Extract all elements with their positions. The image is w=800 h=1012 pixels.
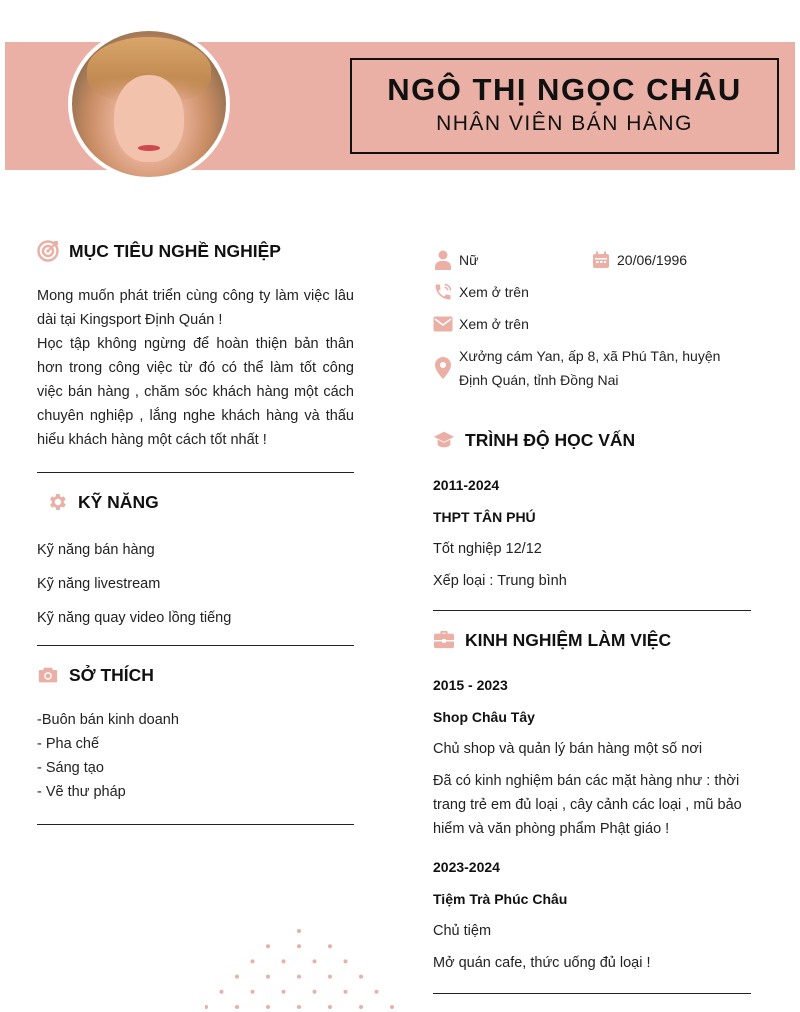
hobby-item: - Sáng tạo [37, 760, 104, 776]
person-icon [433, 250, 453, 270]
phone-value: Xem ở trên [459, 284, 529, 300]
decorative-dot [251, 959, 255, 963]
phone-icon [433, 282, 453, 302]
envelope-icon [433, 314, 453, 334]
skills-heading [37, 489, 354, 515]
phone-row [433, 280, 751, 304]
candidate-name: NGÔ THỊ NGỌC CHÂU [387, 72, 742, 107]
graduation-cap-icon [433, 429, 455, 451]
divider [433, 993, 751, 994]
job-company: Tiệm Trà Phúc Châu [433, 891, 568, 907]
education-entry [433, 469, 751, 597]
decorative-dot [251, 990, 255, 994]
job-description: Mở quán cafe, thức uống đủ loại ! [433, 955, 651, 971]
objective-paragraph: Học tập không ngừng để hoàn thiện bản thân hơn trong công việc từ đó có thể làm tốt công việc bán hàng , chăm sóc khách hàng một cách chuyên nghiệp , lắng nghe khách hàng và thấu hiểu khách hàng một cách tốt nhất ! [37, 336, 354, 448]
decorative-dot [282, 990, 286, 994]
job-position: Chủ shop và quản lý bán hàng một số nơi [433, 741, 703, 757]
decorative-dot [297, 944, 301, 948]
left-column [37, 238, 354, 825]
hobbies-title: SỞ THÍCH [69, 664, 154, 685]
email-row [433, 312, 751, 336]
decorative-dot [313, 959, 317, 963]
job-company: Shop Châu Tây [433, 709, 535, 725]
decorative-dot [344, 990, 348, 994]
decorative-dot [297, 1005, 301, 1009]
education-line: Tốt nghiệp 12/12 [433, 541, 542, 557]
skills-title: KỸ NĂNG [78, 491, 159, 512]
briefcase-icon [433, 629, 455, 651]
decorative-dot [328, 944, 332, 948]
hobbies-list [37, 708, 354, 804]
hobby-item: - Pha chế [37, 736, 100, 752]
gender-value: Nữ [459, 252, 479, 268]
decorative-dot [344, 959, 348, 963]
decorative-dot [390, 1005, 394, 1009]
right-column [433, 248, 751, 994]
name-box [350, 58, 779, 154]
education-title: TRÌNH ĐỘ HỌC VẤN [465, 429, 636, 450]
hobby-item: -Buôn bán kinh doanh [37, 712, 179, 728]
skill-item: Kỹ năng quay video lồng tiếng [37, 610, 232, 626]
target-icon [37, 240, 59, 262]
email-value: Xem ở trên [459, 316, 529, 332]
address-value: Xưởng cám Yan, ấp 8, xã Phú Tân, huyện Định Quán, tỉnh Đồng Nai [459, 348, 721, 388]
experience-title: KINH NGHIỆM LÀM VIỆC [465, 629, 672, 650]
decorative-dot [359, 1005, 363, 1009]
experience-heading [433, 627, 751, 653]
experience-entry [433, 851, 751, 979]
decorative-dot [235, 975, 239, 979]
birthday-value: 20/06/1996 [617, 252, 688, 268]
education-school: THPT TÂN PHÚ [433, 509, 536, 525]
calendar-icon [591, 250, 611, 270]
skills-list [37, 533, 354, 635]
education-heading [433, 427, 751, 453]
camera-icon [37, 664, 59, 686]
decorative-dot [297, 975, 301, 979]
decorative-dot [328, 975, 332, 979]
job-period: 2015 - 2023 [433, 677, 508, 693]
profile-photo [72, 31, 226, 177]
decorative-dot [282, 959, 286, 963]
decorative-dot [266, 944, 270, 948]
decorative-dot [220, 990, 224, 994]
map-pin-icon [433, 358, 453, 378]
job-period: 2023-2024 [433, 859, 500, 875]
avatar [68, 27, 230, 181]
skill-item: Kỹ năng bán hàng [37, 542, 155, 558]
gear-icon [46, 491, 68, 513]
decorative-dot [359, 975, 363, 979]
experience-entry [433, 669, 751, 841]
decorative-dots [205, 925, 395, 1012]
hobbies-heading [37, 662, 354, 688]
hobby-item: - Vẽ thư pháp [37, 784, 126, 800]
decorative-dot [266, 975, 270, 979]
address-row [433, 344, 751, 392]
decorative-dot [205, 1005, 208, 1009]
candidate-role: NHÂN VIÊN BÁN HÀNG [436, 112, 693, 135]
decorative-dot [235, 1005, 239, 1009]
education-period: 2011-2024 [433, 477, 500, 493]
objective-title: MỤC TIÊU NGHỀ NGHIỆP [69, 240, 281, 261]
decorative-dot [266, 1005, 270, 1009]
decorative-dot [313, 990, 317, 994]
decorative-dot [375, 990, 379, 994]
job-description: Đã có kinh nghiệm bán các mặt hàng như : thời trang trẻ em đủ loại , cây cảnh các loại , mũ bảo hiểm và văn phòng phẩm Phật giáo ! [433, 773, 742, 837]
gender-row [433, 248, 591, 272]
divider [37, 824, 354, 825]
decorative-dot [328, 1005, 332, 1009]
job-position: Chủ tiệm [433, 923, 492, 939]
objective-paragraph: Mong muốn phát triển cùng công ty làm việc lâu dài tại Kingsport Định Quán ! [37, 288, 354, 328]
objective-heading [37, 238, 354, 264]
birthday-row [591, 248, 687, 272]
decorative-dot [297, 929, 301, 933]
education-line: Xếp loại : Trung bình [433, 573, 567, 589]
skill-item: Kỹ năng livestream [37, 576, 161, 592]
